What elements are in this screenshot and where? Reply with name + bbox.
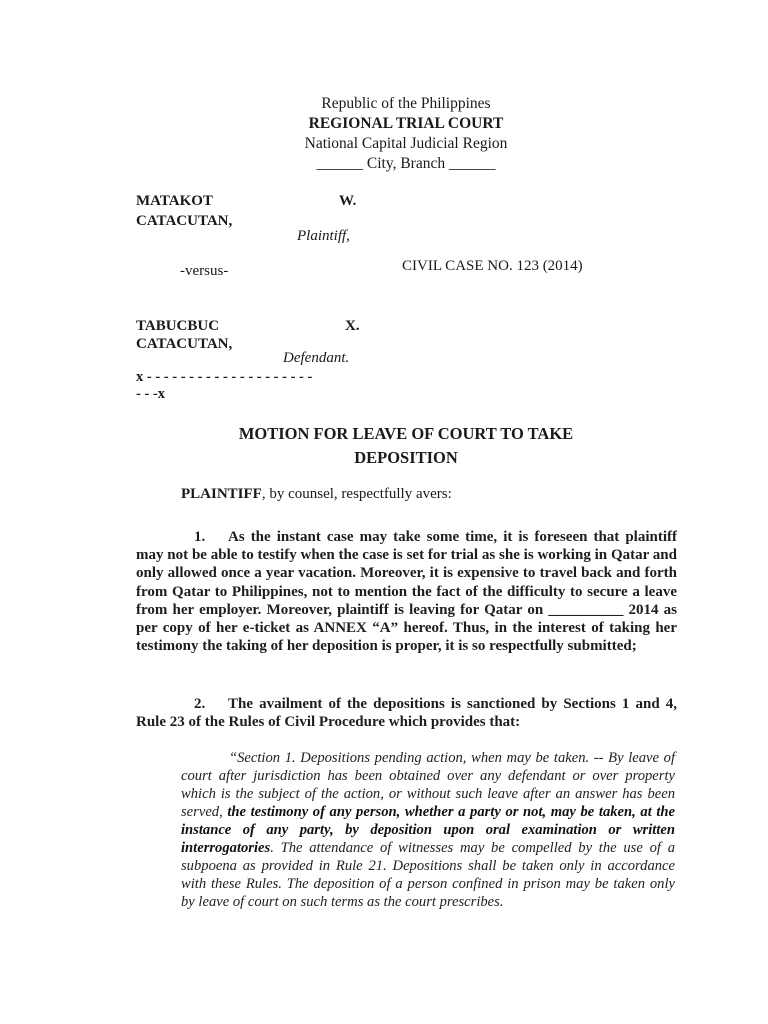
quote-part-1: “Section 1. Depositions pending action, when may be taken. -- By leave of court after jurisdiction has been obtained over any defendant or over property which is the subject of the action, or without such leave after an answer has been served, [181,750,675,820]
motion-title-line-2: DEPOSITION [354,448,458,467]
rule-23-quote [181,749,675,911]
versus-label: -versus- [180,263,229,279]
paragraph-2 [136,695,677,731]
intro-rest: , by counsel, respectfully avers: [261,486,452,502]
header-court: REGIONAL TRIAL COURT [308,115,504,132]
header-city-branch: ______ City, Branch ______ [316,155,496,172]
court-header [0,94,768,174]
paragraph-1-number: 1. [194,529,206,545]
paragraph-1-text: As the instant case may take some time, it is foreseen that plaintiff may not be able to testify when the case is set for trial as she is working in Qatar and only allowed once a year vacation. Moreover, it is expensive to travel back and forth from Qatar to Philippines, not to mention the fact of the difficulty to secure a leave from her employer. Moreover, plaintiff is leaving for Qatar on __________ 2014 as per copy of her e-ticket as ANNEX “A” hereof. Thus, in the interest of taking her testimony the taking of her deposition is proper, it is so respectfully submitted; [136,529,677,655]
plaintiff-initial: W. [339,193,357,209]
civil-case-number: CIVIL CASE NO. 123 (2014) [402,258,583,274]
paragraph-2-text: The availment of the depositions is sanctioned by Sections 1 and 4, Rule 23 of the Rules of Civil Procedure which provides that: [136,696,677,731]
header-republic: Republic of the Philippines [321,95,491,112]
caption-divider-2: - - -x [136,386,165,402]
paragraph-2-number: 2. [194,696,206,712]
defendant-name-2: CATACUTAN, [136,336,233,352]
defendant-initial: X. [345,318,360,334]
defendant-name-1: TABUCBUC [136,318,220,334]
caption-divider-1: x - - - - - - - - - - - - - - - - - - - - [136,369,313,385]
motion-title-line-1: MOTION FOR LEAVE OF COURT TO TAKE [238,424,574,443]
intro-plaintiff: PLAINTIFF [181,486,262,502]
plaintiff-name-2: CATACUTAN, [136,213,233,229]
plaintiff-role: Plaintiff, [297,228,350,244]
quote-part-2: . The attendance of witnesses may be compelled by the use of a subpoena as provided in Rule 21. Depositions shall be taken only in accordance with these Rules. The deposition of a person confined in prison may be taken only by leave of court on such terms as the court prescribes. [181,840,675,910]
intro-line [181,486,452,503]
plaintiff-name-1: MATAKOT [136,193,213,209]
defendant-role: Defendant. [283,350,350,366]
header-region: National Capital Judicial Region [304,135,508,152]
motion-title [0,422,768,470]
quote-bold: the testimony of any person, whether a party or not, may be taken, at the instance of any party, by deposition upon oral examination or written interrogatories [181,804,676,856]
paragraph-1 [136,528,677,655]
